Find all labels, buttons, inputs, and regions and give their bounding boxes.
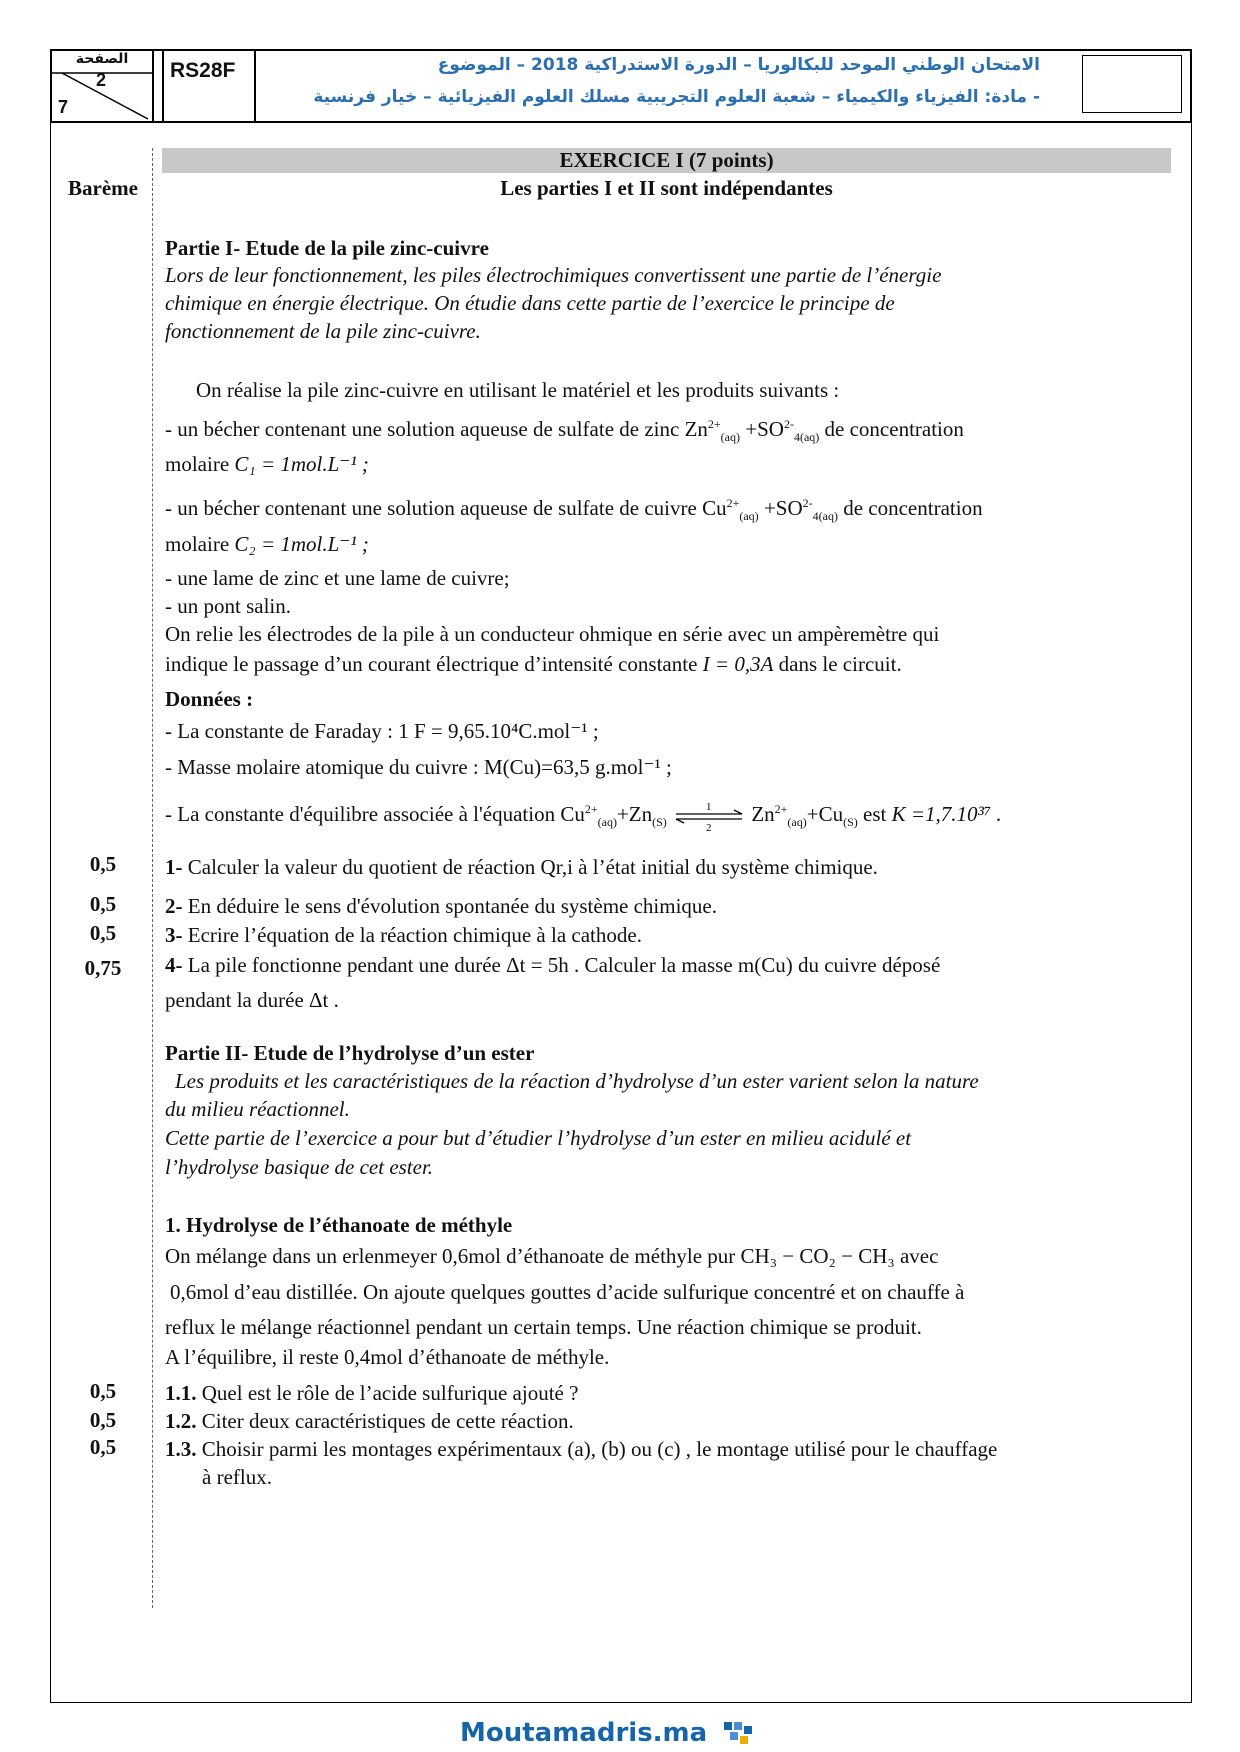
points-value: 0,5 [89,1435,117,1459]
part1-title: Partie I- Etude de la pile zinc-cuivre [165,236,489,260]
k-value: K =1,7.10³⁷ . [891,802,1002,826]
question-text: Calculer la valeur du quotient de réaction Qr,i à l’état initial du système chimique. [187,855,878,879]
equilibrium-tail: est [863,802,887,826]
c2-value: C₂ = 1mol.L⁻¹ ; [234,532,369,556]
brand-text: Moutamadris.ma [460,1718,708,1748]
question-number: 4- [165,953,183,977]
question-text: Quel est le rôle de l’acide sulfurique ajouté ? [201,1381,579,1405]
procedure-line: reflux le mélange réactionnel pendant un certain temps. Une réaction chimique se produit. [165,1315,922,1339]
question-3 [165,923,642,947]
question-text: La pile fonctionne pendant une durée Δt = 5h . Calculer la masse m(Cu) du cuivre déposé [187,953,941,977]
circuit-tail: dans le circuit. [778,652,902,676]
procedure-line: 0,6mol d’eau distillée. On ajoute quelques gouttes d’acide sulfurique concentré et on chauffe à [170,1280,965,1304]
item1-text: - un bécher contenant une solution aqueuse de sulfate de zinc $Zn^{2+}_{(aq)} +SO^{2-}_{4(aq)}$ de concentration [165,417,964,445]
item2-lead: - un bécher contenant une solution aqueuse de sulfate de cuivre [165,496,697,520]
exercise-title: EXERCICE I (7 points) [559,148,774,172]
question-number: 3- [165,923,183,947]
procedure-line: On mélange dans un erlenmeyer 0,6mol d’éthanoate de méthyle pur CH₃ − CO₂ − CH₃ avec [165,1244,939,1268]
bareme-label: Barème [68,176,138,200]
donnees-heading: Données : [165,687,254,711]
molaire-label: molaire [165,532,230,556]
part2-title: Partie II- Etude de l’hydrolyse d’un ester [165,1041,535,1065]
data-equilibrium: - La constante d'équilibre associée à l'équation $Cu^{2+}_{(aq)}+Zn_{(S)}$ 1 2 $Zn^{2+}_{(aq)}+Cu_{(S)}$ est K =1,7.10³⁷ . [165,797,1002,834]
footer-brand[interactable] [460,1718,758,1748]
data-molar-mass: - Masse molaire atomique du cuivre : M(Cu)=63,5 g.mol⁻¹ ; [165,755,672,779]
question-1-2 [165,1409,574,1433]
circuit-text-2 [165,652,902,676]
item4-text: - un pont salin. [165,594,291,618]
points-value: 0,5 [89,892,117,916]
part2-intro-line: du milieu réactionnel. [165,1097,350,1121]
exam-code: RS28F [162,51,256,121]
question-1 [165,855,878,879]
question-number: 1- [165,855,183,879]
question-4-cont: pendant la durée Δt . [165,988,339,1012]
question-4 [165,953,940,977]
circuit-text: On relie les électrodes de la pile à un conducteur ohmique en série avec un ampèremètre qui [165,622,940,646]
page-total: 7 [58,97,69,117]
molaire-label: molaire [165,452,230,476]
question-number: 1.3. [165,1437,197,1461]
points-value: 0,5 [89,1408,117,1432]
page-label: الصفحة [75,51,129,67]
question-text: Choisir parmi les montages expérimentaux (a), (b) ou (c) , le montage utilisé pour le chauffage [201,1437,998,1461]
title-arabic-line1: الامتحان الوطني الموحد للبكالوريا – الدورة الاستدراكية 2018 – الموضوع [437,55,1040,75]
part1-intro-line: Lors de leur fonctionnement, les piles électrochimiques convertissent une partie de l’énergie [165,263,942,287]
page-header [50,49,1192,123]
blank-box [1082,55,1182,113]
svg-text:1: 1 [706,801,712,814]
item3-text: - une lame de zinc et une lame de cuivre; [165,566,510,590]
item1-tail: de concentration [824,417,964,441]
subsection-title: 1. Hydrolyse de l’éthanoate de méthyle [165,1213,513,1237]
part1-intro-line: chimique en énergie électrique. On étudie dans cette partie de l’exercice le principe de [165,291,895,315]
equilibrium-lead: - La constante d'équilibre associée à l'équation [165,802,556,826]
current-value: I = 0,3A [702,652,774,676]
question-text: En déduire le sens d'évolution spontanée du système chimique. [187,894,717,918]
question-number: 1.1. [165,1381,197,1405]
item2-molar [165,532,369,556]
item1-lead: - un bécher contenant une solution aqueuse de sulfate de zinc [165,417,680,441]
question-number: 1.2. [165,1409,197,1433]
exercise-subtitle: Les parties I et II sont indépendantes [500,176,833,200]
page-counter [52,51,154,121]
question-1-3 [165,1437,997,1461]
c1-value: C₁ = 1mol.L⁻¹ ; [234,452,369,476]
setup-text: On réalise la pile zinc-cuivre en utilisant le matériel et les produits suivants : [196,378,840,402]
part2-intro-line: Cette partie de l’exercice a pour but d’étudier l’hydrolyse d’un ester en milieu acidulé et [165,1126,912,1150]
points-value: 0,5 [89,921,117,945]
question-number: 2- [165,894,183,918]
question-text: Ecrire l’équation de la réaction chimique à la cathode. [187,923,642,947]
points-value: 0,5 [89,852,117,876]
title-arabic-line2: - مادة: الفيزياء والكيمياء – شعبة العلوم التجريبية مسلك العلوم الفيزيائية – خيار فرنسية [313,87,1040,107]
question-text: Citer deux caractéristiques de cette réaction. [201,1409,574,1433]
question-2 [165,894,717,918]
question-1-1 [165,1381,578,1405]
page-number: 2 [96,70,107,90]
question-1-3-cont: à reflux. [202,1465,272,1489]
exam-title [256,51,1190,121]
part2-intro-line: l’hydrolyse basique de cet ester. [165,1155,434,1179]
item2-tail: de concentration [843,496,983,520]
procedure-line: A l’équilibre, il reste 0,4mol d’éthanoate de méthyle. [165,1345,610,1369]
points-value: 0,75 [84,956,122,980]
points-value: 0,5 [89,1379,117,1403]
reversible-arrow-icon [672,801,746,831]
margin-separator [152,148,153,1608]
circuit-lead: indique le passage d’un courant électrique d’intensité constante [165,652,698,676]
svg-text:2: 2 [706,822,712,832]
part2-intro-line: Les produits et les caractéristiques de la réaction d’hydrolyse d’un ester varient selon la nature [175,1069,979,1093]
item2-text: - un bécher contenant une solution aqueuse de sulfate de cuivre $Cu^{2+}_{(aq)} +SO^{2-}_{4(aq)}$ de concentration [165,496,983,524]
item1-molar [165,452,369,476]
part1-intro-line: fonctionnement de la pile zinc-cuivre. [165,319,481,343]
brand-logo-icon [722,1720,758,1748]
data-faraday: - La constante de Faraday : 1 F = 9,65.10⁴C.mol⁻¹ ; [165,719,599,743]
